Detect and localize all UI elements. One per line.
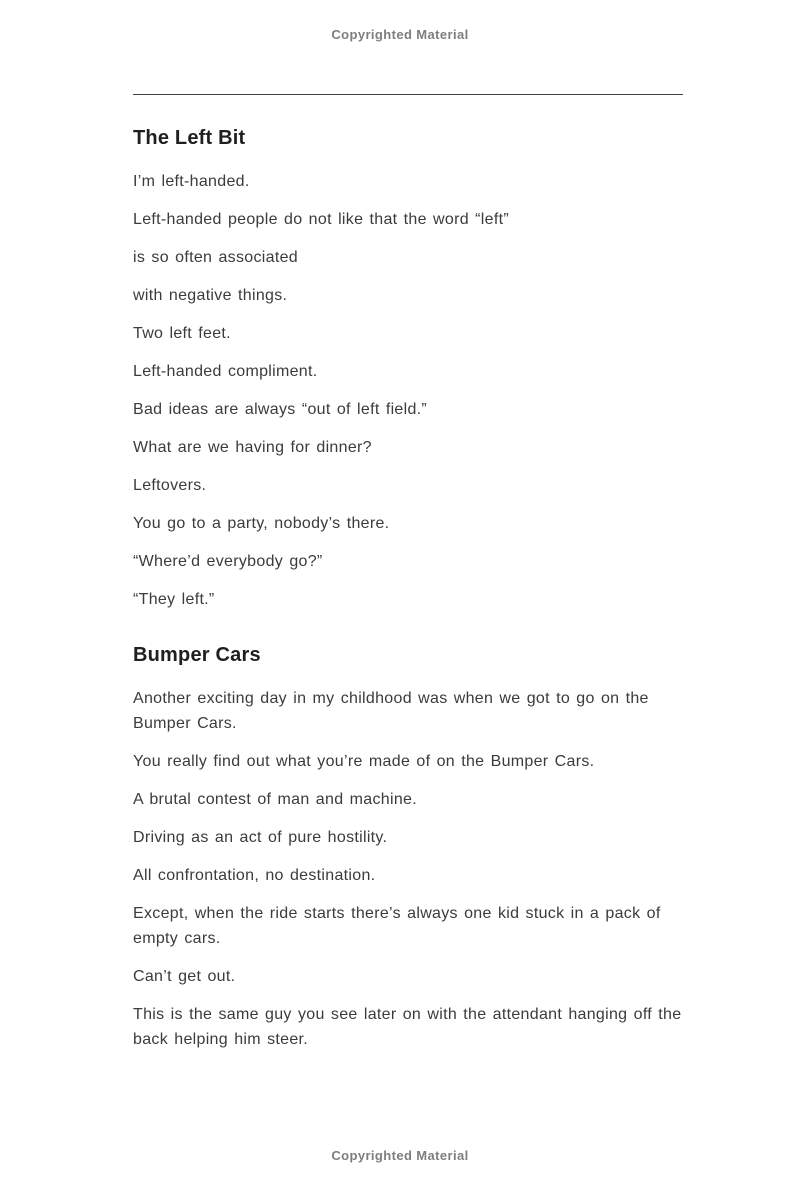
paragraph: “Where’d everybody go?” (133, 553, 323, 570)
paragraph: Another exciting day in my childhood was when we got to go on the Bumper Cars. (133, 690, 649, 732)
paragraph: What are we having for dinner? (133, 439, 372, 456)
section-title: Bumper Cars (133, 644, 261, 666)
section-bumper-cars (133, 644, 683, 1052)
paragraph: Leftovers. (133, 477, 207, 494)
paragraph: Left-handed compliment. (133, 363, 318, 380)
paragraph: Left-handed people do not like that the word “left” (133, 211, 509, 228)
paragraph: This is the same guy you see later on with the attendant hanging off the back helping him steer. (133, 1006, 682, 1048)
paragraph: Bad ideas are always “out of left field.” (133, 401, 428, 418)
paragraph: Except, when the ride starts there’s always one kid stuck in a pack of empty cars. (133, 905, 661, 947)
paragraph: Two left feet. (133, 325, 231, 342)
paragraph: Driving as an act of pure hostility. (133, 829, 388, 846)
paragraph: with negative things. (133, 287, 288, 304)
copyright-notice-top: Copyrighted Material (331, 27, 469, 42)
paragraph: I’m left-handed. (133, 173, 250, 190)
paragraph: is so often associated (133, 249, 298, 266)
section-divider-rule (133, 94, 683, 95)
page-content (133, 94, 683, 1065)
paragraph: You go to a party, nobody’s there. (133, 515, 390, 532)
paragraph: “They left.” (133, 591, 215, 608)
copyright-notice-bottom: Copyrighted Material (331, 1148, 469, 1163)
paragraph: All confrontation, no destination. (133, 867, 376, 884)
section-the-left-bit (133, 127, 683, 612)
paragraph: A brutal contest of man and machine. (133, 791, 417, 808)
section-title: The Left Bit (133, 127, 246, 149)
paragraph: Can’t get out. (133, 968, 236, 985)
paragraph: You really find out what you’re made of on the Bumper Cars. (133, 753, 595, 770)
